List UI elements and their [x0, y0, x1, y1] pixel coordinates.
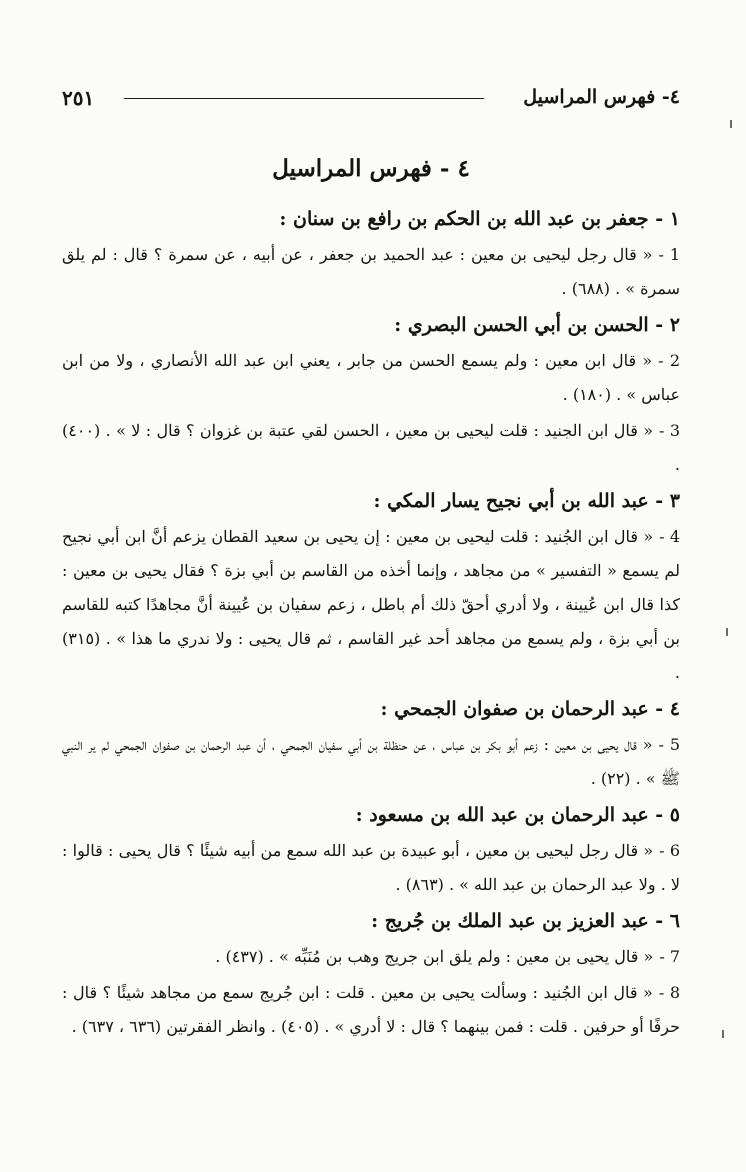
- narrator-heading: ٤ - عبد الرحمان بن صفوان الجمحي :: [380, 698, 680, 720]
- entry-text: « قال رجل ليحيى بن معين : عبد الحميد بن جعفر ، عن أبيه ، عن سمرة ؟ قال : لم يلق سمرة » . (٦٨٨) .: [62, 245, 680, 298]
- page-header: [62, 86, 680, 116]
- entry-number: 6 -: [659, 841, 680, 860]
- entry: [62, 834, 680, 902]
- entry: [62, 976, 680, 1044]
- entry-text: « قال ابن معين : ولم يسمع الحسن من جابر ، يعني ابن عبد الله الأنصاري ، ولا من ابن عباس » . (١٨٠) .: [62, 351, 680, 404]
- entry-number: 2 -: [658, 351, 680, 370]
- narrator-heading: ١ - جعفر بن عبد الله بن الحكم بن رافع بن سنان :: [279, 208, 680, 230]
- narrator-heading: ٥ - عبد الرحمان بن عبد الله بن مسعود :: [355, 804, 680, 826]
- entry-text: « قال يحيى بن معين : ولم يلق ابن جريج وهب بن مُنَبِّه » . (٤٣٧) .: [215, 947, 654, 966]
- entry-number: 8 -: [658, 983, 680, 1002]
- header-rule: [124, 98, 484, 99]
- entry-number: 4 -: [659, 527, 680, 546]
- entry: [62, 520, 680, 690]
- entry: [62, 238, 680, 306]
- entry: [62, 414, 680, 482]
- book-page: [62, 0, 680, 1172]
- narrator-heading: ٣ - عبد الله بن أبي نجيح يسار المكي :: [373, 490, 680, 512]
- index-content: [62, 200, 680, 1046]
- entry-number: 3 -: [659, 421, 680, 440]
- entry-text: « قال رجل ليحيى بن معين ، أبو عبيدة بن عبد الله سمع من أبيه شيئًا ؟ قال يحيى : قالوا : لا . ولا عبد الرحمان بن عبد الله » . (٨٦٣) .: [62, 841, 680, 894]
- scan-speck: [730, 120, 732, 128]
- entry-number: 5 -: [658, 735, 681, 754]
- entry-number: 1 -: [658, 245, 680, 264]
- narrator-heading: ٦ - عبد العزيز بن عبد الملك بن جُريج :: [371, 910, 680, 932]
- entry-text: « قال ابن الجنيد : قلت ليحيى بن معين ، الحسن لقي عتبة بن غزوان ؟ قال : لا » . (٤٠٠) .: [62, 421, 680, 474]
- entry: [62, 728, 680, 796]
- entry-text: « قال يحيى بن معين : زعم أبو بكر بن عباس ، عن حنظلة بن أبي سفيان الجمحي ، أن عبد الرحمان بن صفوان الجمحي لم ير النبي ﷺ » . (٢٢) .: [62, 735, 680, 788]
- entry-text: « قال ابن الجُنيد : وسألت يحيى بن معين . قلت : ابن جُريج سمع من مجاهد شيئًا ؟ قال : حرفًا أو حرفين . قلت : فمن بينهما ؟ قال : لا أدري » . (٤٠٥) . وانظر الفقرتين (٦٣٦ ، ٦٣٧) .: [62, 983, 680, 1036]
- running-head: ٤- فهرس المراسيل: [523, 86, 680, 108]
- entry-number: 7 -: [659, 947, 680, 966]
- entry-text: « قال ابن الجُنيد : قلت ليحيى بن معين : إن يحيى بن سعيد القطان يزعم أنَّ ابن أبي نجيح لم يسمع « التفسير » من مجاهد ، وإنما أخذه من القاسم بن أبي بزة ؟ فقال يحيى بن معين : كذا قال ابن عُيينة ، ولا أدري أحقّ ذلك أم باطل ، زعم سفيان بن عُيينة أنَّ مجاهدًا كتبه للقاسم بن أبي بزة ، ولم يسمع من مجاهد أحد غير القاسم ، ثم قال يحيى : ولا ندري ما هذا » . (٣١٥) .: [62, 527, 680, 682]
- scan-speck: [726, 628, 728, 636]
- chapter-title: ٤ - فهرس المراسيل: [272, 155, 470, 182]
- scan-speck: [722, 1030, 724, 1038]
- page-number: ٢٥١: [62, 86, 95, 110]
- narrator-heading: ٢ - الحسن بن أبي الحسن البصري :: [394, 314, 680, 336]
- entry: [62, 940, 680, 974]
- entry: [62, 344, 680, 412]
